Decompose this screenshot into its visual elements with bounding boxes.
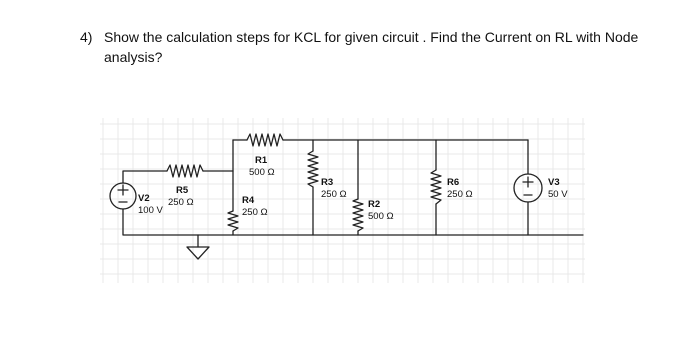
r4-value-label: 250 Ω bbox=[242, 207, 268, 218]
r6-name-label: R6 bbox=[447, 177, 460, 188]
resistor-r5-symbol bbox=[167, 165, 203, 177]
r5-value-label: 250 Ω bbox=[168, 197, 194, 208]
r5-name-label: R5 bbox=[176, 185, 189, 196]
resistor-r1-symbol bbox=[247, 134, 283, 146]
wires bbox=[123, 140, 583, 247]
r3-value-label: 250 Ω bbox=[321, 189, 347, 200]
r1-value-label: 500 Ω bbox=[249, 167, 275, 178]
r3-name-label: R3 bbox=[321, 177, 334, 188]
question-number: 4) bbox=[80, 29, 93, 45]
r2-name-label: R2 bbox=[368, 199, 381, 210]
ground-icon bbox=[187, 247, 209, 259]
v2-name-label: V2 bbox=[138, 193, 150, 204]
v3-name-label: V3 bbox=[548, 177, 560, 188]
v2-value-label: 100 V bbox=[138, 205, 163, 216]
question-text: Show the calculation steps for KCL for given circuit . Find the Current on RL with Node analysis? bbox=[104, 29, 639, 65]
r6-value-label: 250 Ω bbox=[447, 189, 473, 200]
voltage-source-v2-symbol bbox=[110, 183, 136, 209]
v3-value-label: 50 V bbox=[548, 189, 568, 200]
r1-name-label: R1 bbox=[255, 155, 268, 166]
r2-value-label: 500 Ω bbox=[368, 211, 394, 222]
component-labels bbox=[138, 155, 568, 222]
r4-name-label: R4 bbox=[242, 195, 255, 206]
